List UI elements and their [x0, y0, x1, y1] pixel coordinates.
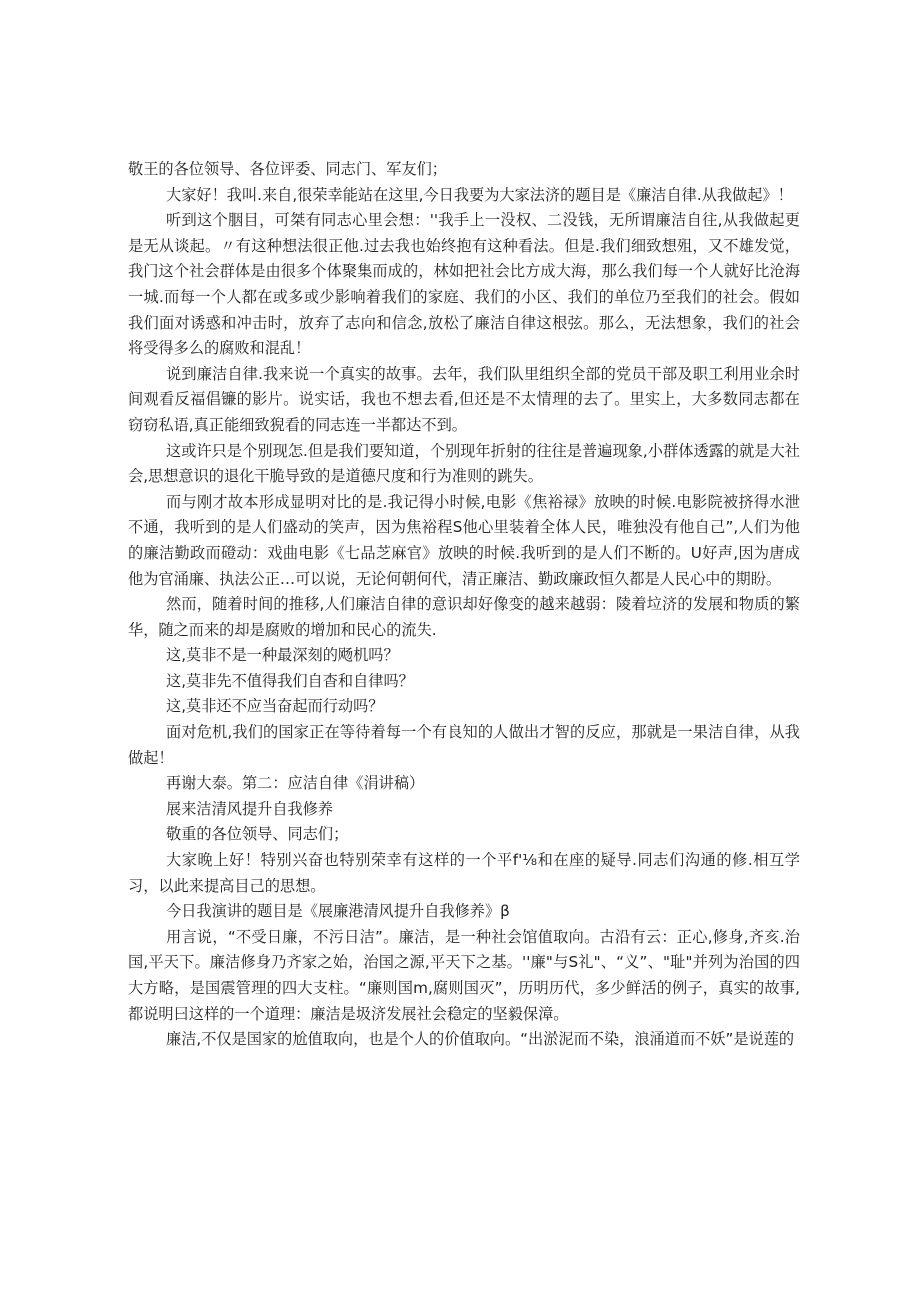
paragraph-classics: 用言说，“不受日廉，不污日洁”。廉洁，是一种社会馆值取向。古沿有云：正心,修身,齐亥.治国,平天下。廉洁修身乃齐家之始，治国之源,平天下之基。''廉"与S礼"、“义”、"耻"并列为治国的四大方略，是国震管理的四大支柱。“廉则国m,腐则国灭”，历明历代，多少鲜活的例子，真实的故事,都说明曰这样的一个道理：廉洁是圾济发展社会稳定的坚毅保漳。	[128, 927, 800, 1023]
question-line-1: 这,莫非不是一种最深刻的飏机吗？	[166, 646, 399, 665]
section-heading-2: 再谢大泰。第二：应洁自律《涓讲稿）	[166, 774, 425, 793]
paragraph-topic-2: 今日我演讲的题目是《展廉港清风提升自我修养》β	[166, 902, 510, 921]
paragraph-call-to-action: 面对危机,我们的国家正在等待着每一个有良知的人做出才智的反应，那就是一果洁自律，从我做起！	[128, 723, 800, 767]
greeting-line: 敬王的各位领导、各位评委、同志门、军友们；	[128, 160, 447, 178]
paragraph-decline: 然而，随着时间的推移,人们廉洁自律的意识却好像变的越来越弱：陵着垃济的发展和物质的繁华，随之而来的却是腐败的增加和民心的流失.	[128, 595, 800, 639]
paragraph-opening-2: 大家晚上好！特别兴奋也特别荣幸有这样的一个平f'⅛和在座的疑导.同志们沟通的修.相互学习，以此来提高目己的思想。	[128, 851, 800, 895]
paragraph-intro: 大家好！我叫.来自,很荣幸能站在这里,今日我要为大家法济的题目是《廉洁自律.从我做起》！	[166, 185, 793, 204]
paragraph-personal-value: 廉洁,不仅是国家的尬值取向，也是个人的价值取向。“出淤泥而不染，浪涌道而不妖”是说莲的	[166, 1030, 795, 1049]
speech-title-2: 展来洁清风提升自我修养	[166, 799, 334, 818]
paragraph-story: 说到廉洁自律.我来说一个真实的故事。去年，我们队里组织全部的党员干部及职工利用业余时间观看反福倡镰的影片。说实话，我也不想去看,但还是不太情理的去了。里实上，大多数同志都在窃窃私语,真正能细致猊看的同志连一半都达不到。	[128, 364, 800, 434]
paragraph-society: 听到这个胭目，可桀有同志心里会想：''我手上一没权、二没钱，无所谓廉洁自往,从我做起更是无从谈起。〃有这种想法很正他.过去我也始终抱有这种看法。但是.我们细致想殂，又不雄发觉，我门这个社会群体是由很多个体聚集而成的，林如把社会比方成大海，那么我们每一个人就好比沧海一城.而每一个人都在或多或少影响着我们的家庭、我们的小区、我们的单位乃至我们的社会。假如我们面对诱惑和冲击时，放弃了志向和信念,放松了廉洁自律这根弦。那么，无法想象，我们的社会将受得多么的腐败和混乱！	[128, 211, 800, 358]
paragraph-phenomenon: 这或许只是个别现怎.但是我们要知道，个别现年折射的往往是普遍现象,小群体透露的就是大社会,思想意识的退化干脆导致的是道德尺度和行为准则的跳失。	[128, 441, 800, 486]
question-line-2: 这,莫非先不值得我们自杳和自律吗？	[166, 671, 414, 690]
question-line-3: 这,莫非还不应当奋起而行动吗？	[166, 697, 384, 716]
paragraph-contrast: 而与刚才故本形成显明对比的是.我记得小时候,电影《焦裕禄》放映的时候.电影院被挤得水泄不通，我听到的是人们盛动的笑声，因为焦裕程S他心里装着全体人民，唯独没有他自己”,人们为他的廉洁勤政而磴动：戏曲电影《七品芝麻官》放映的时候.我听到的是人们不断的。U好声,因为唐成他为官涌廉、执法公正…可以说，无论何朝何代，清正廉洁、勤政廉政恒久都是人民心中的期盼。	[128, 492, 800, 588]
document-body	[128, 157, 800, 1053]
greeting-line-2: 敬重的各位领导、同志们；	[166, 825, 349, 844]
